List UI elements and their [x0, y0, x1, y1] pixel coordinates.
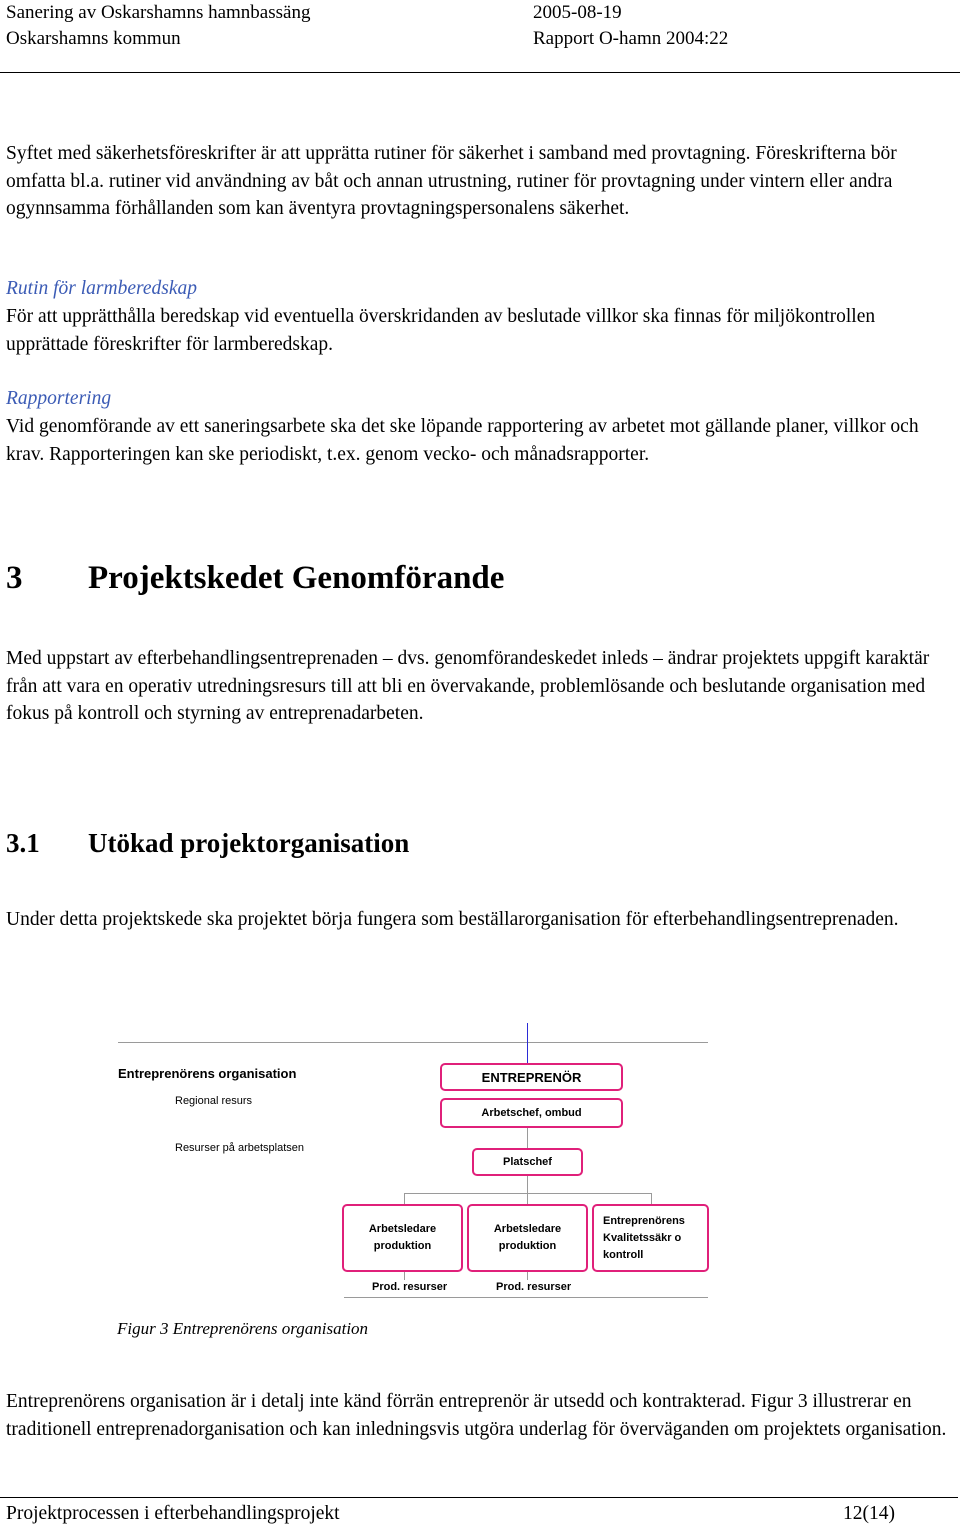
footer-rule	[0, 1497, 958, 1498]
org-resurser-label: Resurser på arbetsplatsen	[175, 1142, 305, 1154]
org-left-title: Entreprenörens organisation	[118, 1066, 297, 1081]
org-kvalitet-box	[592, 1204, 709, 1272]
org-platschef-connector	[527, 1176, 528, 1194]
section-3-1-paragraph: Under detta projektskede ska projektet börja fungera som beställarorganisation för efterbehandlingsentreprenaden.	[6, 909, 899, 930]
footer-document-title: Projektprocessen i efterbehandlingsprojekt	[6, 1503, 340, 1524]
figure-caption: Figur 3 Entreprenörens organisation	[117, 1319, 369, 1338]
closing-paragraph: Entreprenörens organisation är i detalj inte känd förrän entreprenör är utsedd och kontrakterad. Figur 3 illustrerar en traditionell entreprenadorganisation och kan inledningsvis utgöra underlag för överväganden om projektets organisation.	[6, 1391, 947, 1440]
org-top-rule	[118, 1042, 708, 1043]
org-arbetschef-connector	[527, 1128, 528, 1148]
section-3-number: 3	[6, 560, 23, 596]
org-prod-connector-1	[404, 1272, 405, 1280]
larm-heading: Rutin för larmberedskap	[6, 278, 198, 299]
org-arbetsledare-box-2	[467, 1204, 588, 1272]
org-box-1-line-1: Arbetsledare	[368, 1223, 437, 1235]
org-branch-drop-2	[527, 1193, 528, 1204]
header-report-number: Rapport O-hamn 2004:22	[533, 28, 729, 49]
org-prod-resurser-1: Prod. resurser	[372, 1281, 448, 1293]
org-box-2-line-2: produktion	[498, 1240, 557, 1252]
org-prod-connector-2	[527, 1272, 528, 1280]
section-3-1-number: 3.1	[6, 828, 40, 858]
rapportering-paragraph: Vid genomförande av ett saneringsarbete ska det ske löpande rapportering av arbetet mot gällande planer, villkor och krav. Rapporteringen kan ske periodiskt, t.ex. genom vecko- och månadsrapporter.	[6, 416, 919, 465]
org-box-1-line-2: produktion	[373, 1240, 432, 1252]
rapportering-heading: Rapportering	[6, 388, 112, 409]
header-organization: Oskarshamns kommun	[6, 28, 181, 49]
org-box-3-line-2: Kvalitetssäkr o	[603, 1231, 682, 1244]
section-3-title: Projektskedet Genomförande	[88, 560, 505, 596]
org-box-3-line-1: Entreprenörens	[603, 1214, 685, 1227]
org-bottom-rule	[344, 1297, 708, 1298]
org-box-3-line-3: kontroll	[603, 1248, 644, 1261]
header-title: Sanering av Oskarshamns hamnbassäng	[6, 2, 311, 23]
org-branch-drop-3	[651, 1193, 652, 1204]
section-3-1-title: Utökad projektorganisation	[88, 828, 410, 858]
org-prod-resurser-2: Prod. resurser	[496, 1281, 572, 1293]
org-platschef-box: Platschef	[472, 1148, 583, 1176]
org-regional-label: Regional resurs	[175, 1095, 253, 1107]
org-box-2-line-1: Arbetsledare	[493, 1223, 562, 1235]
org-entreprenor-box: ENTREPRENÖR	[440, 1063, 623, 1091]
intro-paragraph: Syftet med säkerhetsföreskrifter är att upprätta rutiner för säkerhet i samband med provtagning. Föreskrifterna bör omfatta bl.a. rutiner vid användning av båt och annan utrustning, rutiner för provtagning under vintern eller andra ogynnsamma förhållanden som kan äventyra provtagningspersonalens säkerhet.	[6, 143, 897, 219]
org-top-connector	[527, 1023, 528, 1063]
section-3-paragraph: Med uppstart av efterbehandlingsentreprenaden – dvs. genomförandeskedet inleds – ändrar projektets uppgift karaktär från att vara en operativ utredningsresurs till att bli en övervakande, problemlösande och beslutande organisation med fokus på kontroll och styrning av entreprenadarbeten.	[6, 648, 930, 724]
org-branch-drop-1	[404, 1193, 405, 1204]
org-arbetsledare-box-1	[342, 1204, 463, 1272]
larm-paragraph: För att upprätthålla beredskap vid eventuella överskridanden av beslutade villkor ska finnas för miljökontrollen upprättade föreskrifter för larmberedskap.	[6, 306, 876, 355]
header-rule	[0, 72, 960, 73]
header-date: 2005-08-19	[533, 2, 622, 23]
org-arbetschef-box: Arbetschef, ombud	[440, 1098, 623, 1128]
footer-page-number: 12(14)	[843, 1503, 895, 1524]
